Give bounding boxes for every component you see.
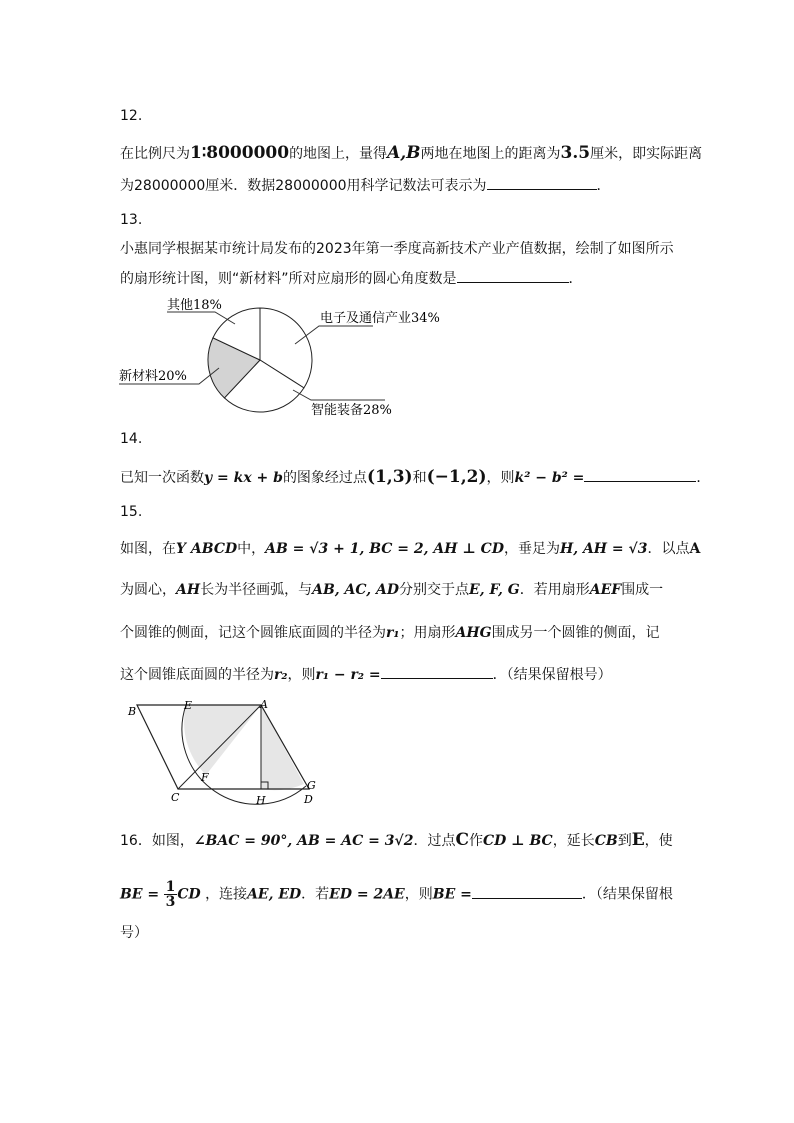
math-point: A	[689, 541, 701, 557]
text: 为28000000厘米．数据28000000用科学记数法可表示为	[120, 178, 487, 194]
math-sector: AHG	[455, 625, 492, 641]
text: 围成一	[621, 582, 664, 598]
text: 作	[468, 833, 483, 849]
text: ，垂足为	[503, 541, 560, 557]
text: ．过点	[413, 833, 456, 849]
math-points: E, F, G	[469, 582, 520, 598]
label-D: D	[304, 793, 313, 806]
math-function: y = kx + b	[204, 470, 283, 486]
math-condition: ∠BAC = 90°, AB = AC = 3√2	[193, 833, 414, 849]
q12-line1	[120, 143, 702, 164]
q12-answer-blank[interactable]	[487, 175, 597, 190]
pie-chart	[115, 292, 440, 422]
math-expression: r₁ − r₂ =	[315, 667, 381, 683]
sector-AHG	[261, 705, 304, 790]
text: ．（结果保留根号）	[492, 667, 612, 683]
math-expression: BE =	[432, 886, 472, 903]
q16-answer-blank[interactable]	[472, 884, 582, 899]
math-r1: r₁	[386, 625, 400, 641]
q15-line1	[120, 539, 700, 559]
q12-number: 12.	[120, 108, 143, 124]
text: 已知一次函数	[120, 470, 204, 486]
text: 在比例尺为	[120, 146, 190, 162]
text: 到	[617, 833, 632, 849]
q13-line2	[120, 268, 583, 289]
text: 的地图上，量得	[289, 146, 388, 162]
text: 和	[412, 470, 427, 486]
math-parallelogram: Y ABCD	[176, 541, 238, 557]
label-F: F	[201, 771, 209, 784]
label-B: B	[128, 705, 137, 718]
text: ，连接	[205, 886, 248, 903]
sector-AEF	[184, 705, 261, 775]
math-condition: AB = √3 + 1, BC = 2, AH ⊥ CD	[265, 541, 504, 557]
math-segment: CD	[177, 886, 201, 903]
q14-line	[120, 467, 710, 488]
text: ．	[596, 178, 611, 194]
text: ，则	[404, 886, 433, 903]
scale-value: 1∶8000000	[190, 143, 290, 163]
label-E: E	[184, 699, 193, 712]
math-segment: AH	[176, 582, 201, 598]
label-smart: 智能装备28%	[311, 403, 392, 418]
text: ，使	[644, 833, 673, 849]
q12-line2	[120, 175, 611, 196]
math-segment: CB	[594, 833, 618, 849]
math-point1: (1,3)	[366, 467, 413, 487]
q13-number: 13.	[120, 212, 143, 228]
label-electronics: 电子及通信产业34%	[320, 311, 440, 326]
math-points: A,B	[387, 143, 421, 163]
math-lines: AB, AC, AD	[312, 582, 400, 598]
label-other: 其他18%	[167, 298, 222, 313]
math-point2: (−1,2)	[426, 467, 487, 487]
text: 的扇形统计图，则“新材料”所对应扇形的圆心角度数是	[120, 271, 457, 287]
q13-line1: 小惠同学根据某市统计局发布的2023年第一季度高新技术产业产值数据，绘制了如图所示	[120, 241, 674, 257]
math-expression: k² − b² =	[514, 470, 585, 486]
text: 围成另一个圆锥的侧面，记	[491, 625, 660, 641]
text: 中，	[237, 541, 266, 557]
label-newmaterial: 新材料20%	[119, 369, 187, 384]
text: ．	[568, 271, 583, 287]
q15-number: 15.	[120, 504, 143, 520]
math-condition: H, AH = √3	[559, 541, 648, 557]
math-point: E	[631, 830, 645, 850]
text: ，延长	[552, 833, 595, 849]
q14-number: 14.	[120, 431, 143, 447]
q16-number: 16．如图，	[120, 833, 194, 849]
text: 两地在地图上的距离为	[420, 146, 561, 162]
text: 为圆心，	[120, 582, 176, 598]
q13-answer-blank[interactable]	[457, 268, 569, 283]
numerator: 1	[165, 879, 176, 895]
text: ，则	[486, 470, 515, 486]
math-condition: CD ⊥ BC	[482, 833, 553, 849]
text: ．若用扇形	[519, 582, 590, 598]
q16-line3: 号）	[120, 925, 148, 941]
text: 个圆锥的侧面，记这个圆锥底面圆的半径为	[120, 625, 386, 641]
q15-answer-blank[interactable]	[381, 664, 493, 679]
label-C: C	[171, 791, 180, 804]
q15-line4	[120, 664, 612, 685]
text: 长为半径画弧，与	[200, 582, 313, 598]
math-point: C	[455, 830, 469, 850]
q15-figure	[120, 700, 330, 812]
distance-value: 3.5	[560, 143, 591, 163]
math-condition: ED = 2AE	[329, 886, 405, 903]
q16-line2	[120, 880, 673, 909]
label-G: G	[307, 779, 316, 792]
math-segments: AE, ED	[247, 886, 302, 903]
q15-line3	[120, 623, 660, 643]
q15-line2	[120, 580, 663, 600]
text: ，则	[287, 667, 316, 683]
text: ．	[696, 470, 711, 486]
text: 这个圆锥底面圆的半径为	[120, 667, 274, 683]
text: ．若	[301, 886, 330, 903]
text: 分别交于点	[399, 582, 470, 598]
label-H: H	[256, 794, 266, 807]
denominator: 3	[165, 894, 176, 910]
math-expression: BE =	[120, 886, 160, 903]
text: ．以点	[647, 541, 690, 557]
label-A: A	[260, 698, 268, 711]
q16-line1	[120, 830, 673, 851]
text: ．（结果保留根	[581, 886, 673, 903]
math-r2: r₂	[274, 667, 288, 683]
math-sector: AEF	[589, 582, 622, 598]
leader-smart	[293, 390, 385, 400]
fraction-one-third	[164, 880, 178, 909]
text: 厘米，即实际距离	[590, 146, 703, 162]
text: ；用扇形	[399, 625, 456, 641]
text: 的图象经过点	[282, 470, 367, 486]
text: 如图，在	[120, 541, 176, 557]
q14-answer-blank[interactable]	[584, 467, 696, 482]
